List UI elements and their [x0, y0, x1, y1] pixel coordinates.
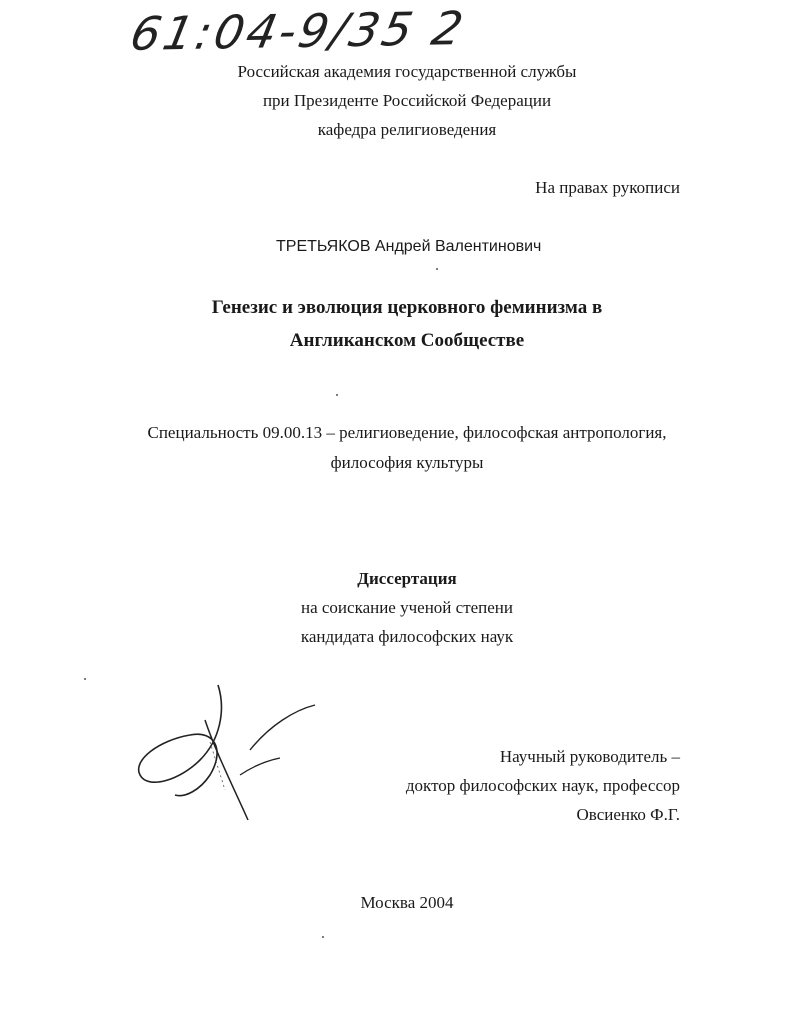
specialty-line-2: философия культуры [330, 453, 484, 472]
dissertation-heading: Диссертация [357, 569, 457, 588]
supervisor-degree: доктор философских наук, профессор [405, 776, 680, 795]
manuscript-rights: На правах рукописи [535, 178, 680, 197]
header-line-1: Российская академия государственной службы [237, 62, 577, 81]
scan-speck [322, 936, 324, 938]
header-line-3: кафедра религиоведения [317, 120, 497, 139]
scan-speck [84, 678, 86, 680]
specialty-line-1: Специальность 09.00.13 – религиоведение, философская антропология, [147, 423, 667, 442]
title-line-2: Англиканском Сообществе [289, 330, 525, 351]
scan-speck [436, 268, 438, 270]
author-name: ТРЕТЬЯКОВ Андрей Валентинович [276, 238, 542, 255]
header-line-2: при Президенте Российской Федерации [262, 91, 552, 110]
signature [130, 680, 330, 825]
dissertation-line-2: кандидата философских наук [300, 627, 514, 646]
title-line-1: Генезис и эволюция церковного феминизма в [211, 297, 603, 318]
archive-number-handwritten: 61:04-9/35 2 [126, 1, 471, 61]
supervisor-name: Овсиенко Ф.Г. [576, 805, 680, 824]
supervisor-role: Научный руководитель – [499, 747, 680, 766]
city-year: Москва 2004 [360, 893, 454, 912]
scan-speck [336, 394, 338, 396]
dissertation-line-1: на соискание ученой степени [300, 598, 514, 617]
